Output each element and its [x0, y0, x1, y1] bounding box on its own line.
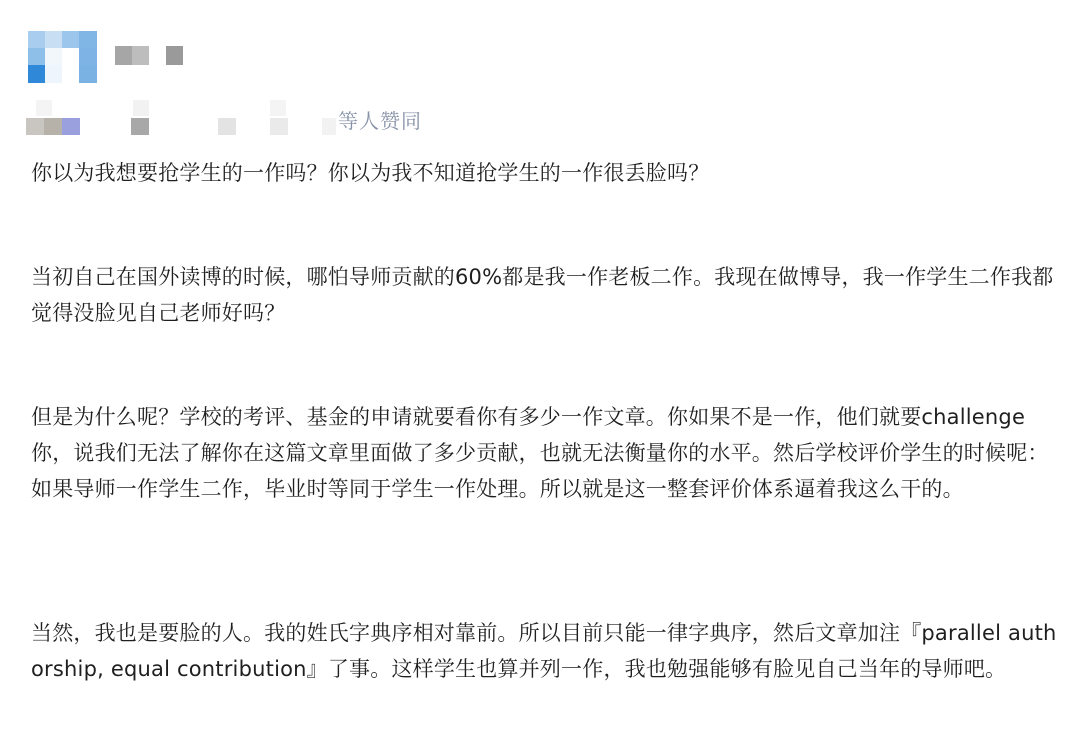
answer-paragraph: 但是为什么呢？学校的考评、基金的申请就要看你有多少一作文章。你如果不是一作，他们就要challenge你，说我们无法了解你在这篇文章里面做了多少贡献，也就无法衡量你的水平。然后学校评价学生的时候呢：如果导师一作学生二作，毕业时等同于学生一作处理。所以就是这一整套评价体系逼着我这么干的。	[31, 405, 1049, 501]
upvoters-redacted[interactable]	[26, 98, 336, 138]
answer-header	[0, 0, 1080, 150]
author-name-redacted[interactable]	[113, 46, 185, 66]
avatar[interactable]	[28, 31, 97, 83]
answer-paragraph: 你以为我想要抢学生的一作吗？你以为我不知道抢学生的一作很丢脸吗？	[31, 161, 710, 185]
upvote-summary[interactable]: 等人赞同	[338, 109, 422, 133]
answer-paragraph: 当初自己在国外读博的时候，哪怕导师贡献的60%都是我一作老板二作。我现在做博导，我一作学生二作我都觉得没脸见自己老师好吗？	[31, 265, 1054, 325]
answer-paragraph: 当然，我也是要脸的人。我的姓氏字典序相对靠前。所以目前只能一律字典序，然后文章加注『parallel authorship, equal contribution』了事。这样学生也算并列一作，我也勉强能够有脸见自己当年的导师吧。	[31, 621, 1057, 681]
